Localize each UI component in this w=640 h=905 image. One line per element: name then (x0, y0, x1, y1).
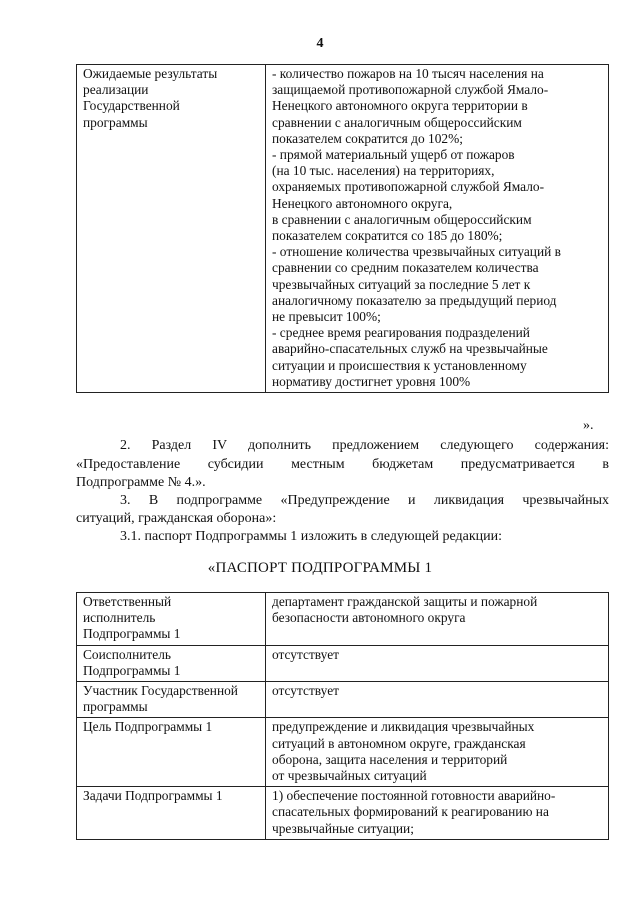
results-value-line: аналогичному показателю за предыдущий период (272, 292, 557, 308)
section2-line: «Предоставление субсидии местным бюджетам предусматривается в (76, 457, 609, 472)
section2-line: Подпрограмме № 4.». (76, 475, 206, 490)
results-value-line: не превысит 100%; (272, 309, 381, 325)
passport-label-cell (77, 593, 266, 646)
passport-value-cell (266, 787, 609, 840)
passport-table (76, 592, 609, 840)
section31-line: 3.1. паспорт Подпрограммы 1 изложить в следующей редакции: (120, 529, 503, 544)
table-row (77, 65, 609, 393)
table-row (77, 593, 609, 646)
results-value-line: (на 10 тыс. населения) на территориях, (272, 163, 495, 179)
section2-line: 2. Раздел IV дополнить предложением следующего содержания: (120, 438, 609, 453)
page-number: 4 (316, 36, 324, 51)
passport-label-line: Подпрограммы 1 (83, 662, 181, 678)
passport-label-line: исполнитель (83, 610, 156, 626)
results-value-line: чрезвычайных ситуаций за последние 5 лет к (272, 276, 531, 292)
results-value-line: нормативу достигнет уровня 100% (272, 373, 471, 389)
passport-label-line: Ответственный (83, 594, 172, 609)
passport-value-line: от чрезвычайных ситуаций (272, 768, 427, 784)
results-value-line: Ненецкого автономного округа, (272, 195, 453, 211)
passport-heading: «ПАСПОРТ ПОДПРОГРАММЫ 1 (207, 560, 433, 576)
results-value-line: - прямой материальный ущерб от пожаров (272, 147, 515, 163)
passport-value-line: спасательных формирований к реагированию на (272, 804, 549, 820)
passport-value-line: отсутствует (272, 683, 339, 699)
results-value-line: аварийно-спасательных служб на чрезвычайные (272, 341, 548, 357)
results-value-line: ситуации и происшествия к установленному (272, 357, 527, 373)
table-row (77, 787, 609, 840)
results-label-cell (77, 65, 266, 393)
results-label-line: Государственной (83, 98, 180, 114)
section3-line: 3. В подпрограмме «Предупреждение и ликвидация чрезвычайных (120, 493, 609, 508)
passport-label-cell (77, 787, 266, 840)
passport-value-line: безопасности автономного округа (272, 610, 466, 626)
results-value-line: Ненецкого автономного округа территории в (272, 98, 528, 114)
results-value-line: защищаемой противопожарной службой Ямало- (272, 82, 549, 98)
passport-value-cell (266, 593, 609, 646)
results-value-cell (266, 65, 609, 393)
passport-value-line: ситуаций в автономном округе, гражданская (272, 735, 526, 751)
passport-value-line: оборона, защита населения и территорий (272, 751, 508, 767)
closing-quote: ». (583, 418, 594, 433)
passport-value-line: департамент гражданской защиты и пожарной (272, 594, 538, 609)
passport-value-cell (266, 718, 609, 787)
results-value-line: охраняемых противопожарной службой Ямало- (272, 179, 545, 195)
passport-label-line: Соисполнитель (83, 646, 172, 662)
results-label-line: программы (83, 114, 148, 130)
passport-label-cell (77, 682, 266, 718)
results-label-line: Ожидаемые результаты (83, 66, 218, 81)
passport-value-cell (266, 645, 609, 681)
passport-value-line: отсутствует (272, 646, 339, 662)
passport-label-line: Участник Государственной (83, 683, 238, 699)
results-value-line: - количество пожаров на 10 тысяч населения на (272, 66, 544, 81)
passport-value-cell (266, 682, 609, 718)
table-row (77, 718, 609, 787)
passport-label-cell (77, 645, 266, 681)
passport-value-line: 1) обеспечение постоянной готовности аварийно- (272, 788, 556, 804)
results-label-line: реализации (83, 82, 149, 98)
results-value-line: сравнении со средним показателем количества (272, 260, 539, 276)
results-value-line: показателем сократится до 102%; (272, 130, 463, 146)
results-value-line: показателем сократится со 185 до 180%; (272, 228, 503, 244)
section3-line: ситуаций, гражданская оборона»: (76, 511, 277, 526)
passport-label-line: Задачи Подпрограммы 1 (83, 788, 223, 804)
results-value-line: в сравнении с аналогичным общероссийским (272, 211, 532, 227)
passport-value-line: предупреждение и ликвидация чрезвычайных (272, 719, 535, 735)
results-value-line: - отношение количества чрезвычайных ситуаций в (272, 244, 561, 260)
results-value-line: - среднее время реагирования подразделений (272, 325, 530, 341)
table-row (77, 645, 609, 681)
passport-label-line: Подпрограммы 1 (83, 626, 181, 642)
passport-label-cell (77, 718, 266, 787)
table-row (77, 682, 609, 718)
passport-value-line: чрезвычайные ситуации; (272, 820, 414, 836)
passport-label-line: Цель Подпрограммы 1 (83, 719, 213, 735)
passport-label-line: программы (83, 699, 148, 715)
results-table (76, 64, 609, 393)
results-value-line: сравнении с аналогичным общероссийским (272, 114, 522, 130)
